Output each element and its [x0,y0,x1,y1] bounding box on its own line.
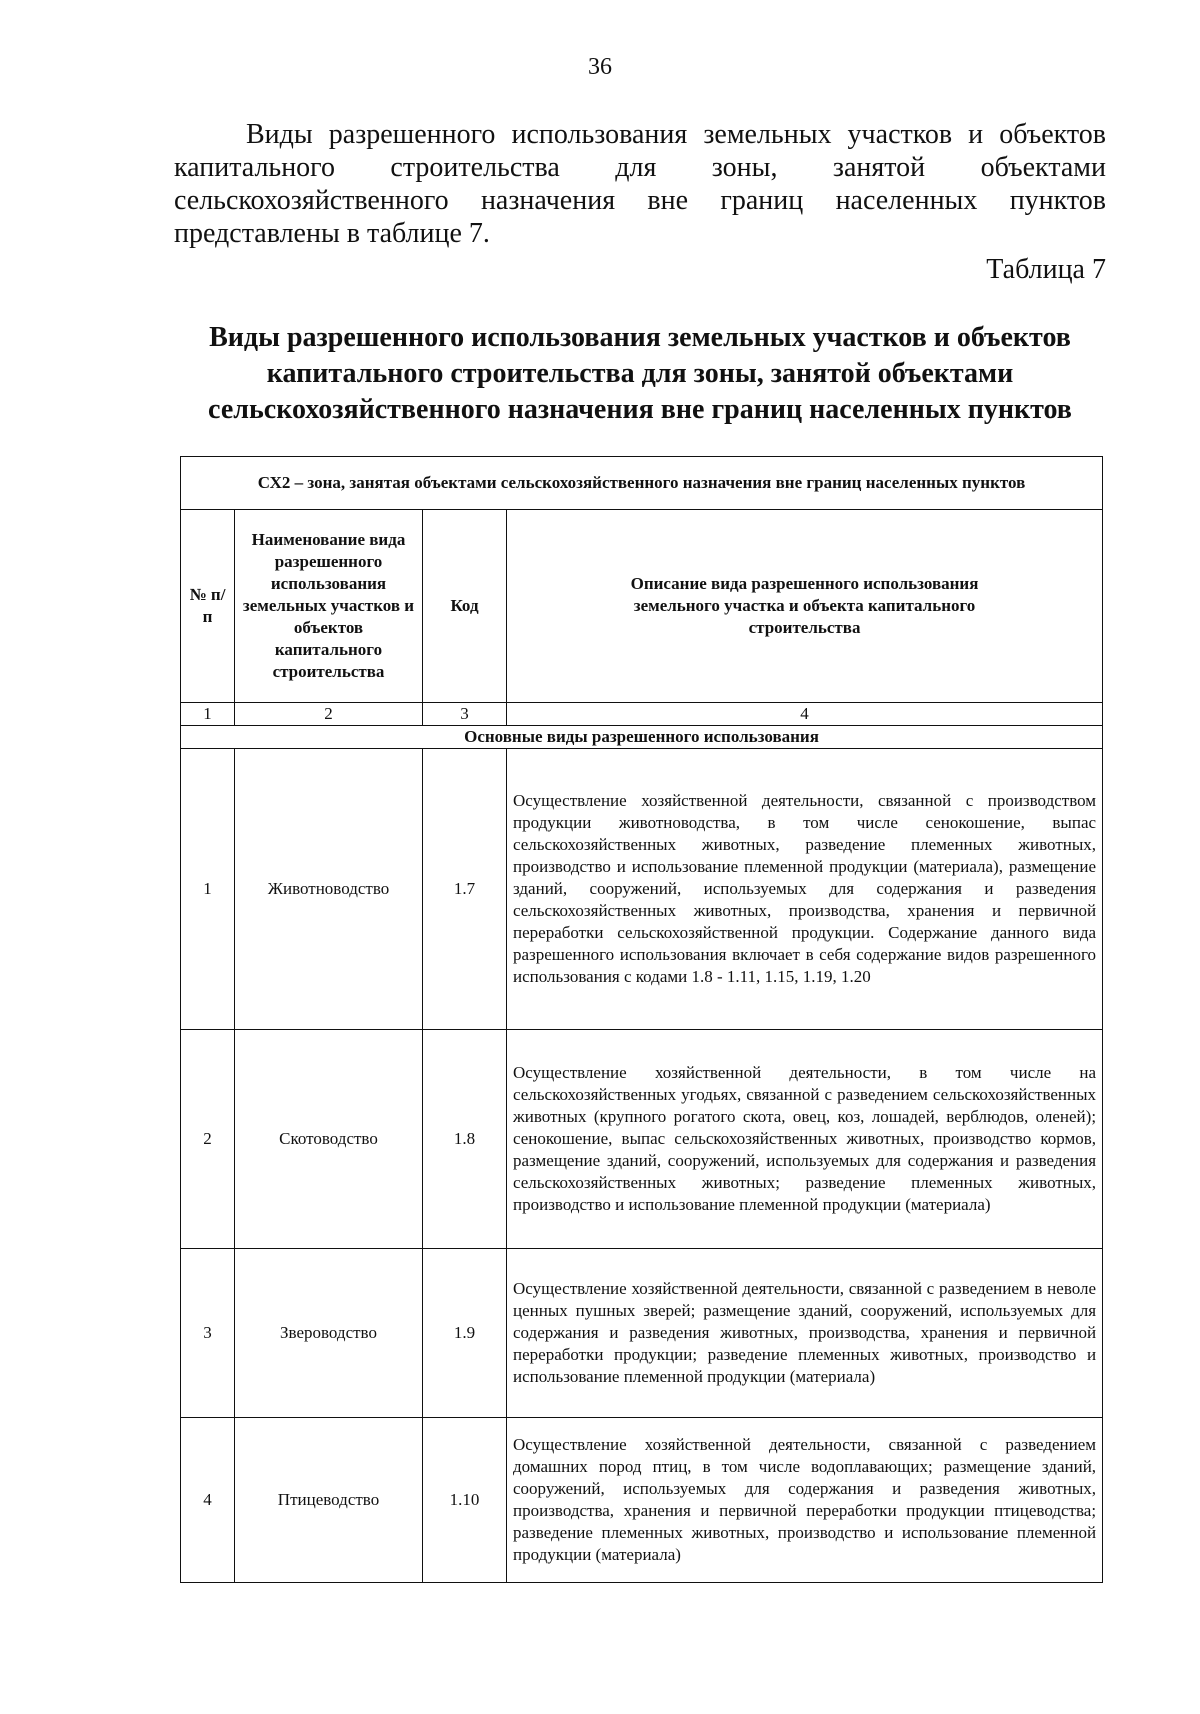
section-title: Основные виды разрешенного использования [181,726,1103,749]
table-title: Виды разрешенного использования земельных участков и объектов капитального строительства для зоны, занятой объектами сельскохозяйственного назначения вне границ населенных пунктов [208,322,1072,425]
row-number: 4 [181,1418,235,1583]
intro-paragraph: Виды разрешенного использования земельных участков и объектов капитального строительства для зоны, занятой объектами сельскохозяйственного назначения вне границ населенных пунктов представлены в таблице 7. [174,119,1106,249]
column-header-code: Код [423,510,507,703]
table-label: Таблица 7 [986,254,1106,285]
table-row [181,749,1103,1030]
column-header-description: Описание вида разрешенного использования земельного участка и объекта капитального строительства [507,510,1103,703]
column-number: 2 [235,703,423,726]
column-number-row [181,703,1103,726]
column-number: 4 [507,703,1103,726]
page-number: 36 [588,54,612,80]
row-description: Осуществление хозяйственной деятельности, связанной с разведением в неволе ценных пушных зверей; размещение зданий, сооружений, используемых для содержания и разведения животных, производства, хранения и первичной переработки продукции; разведение племенных животных, производство и использование племенной продукции (материала) [507,1249,1103,1418]
column-number: 3 [423,703,507,726]
column-header-name: Наименование вида разрешенного использования земельных участков и объектов капитального строительства [235,510,423,703]
row-name: Скотоводство [235,1030,423,1249]
section-row [181,726,1103,749]
row-description: Осуществление хозяйственной деятельности, связанной с производством продукции животноводства, в том числе сенокошение, выпас сельскохозяйственных животных, разведение племенных животных, производство и использование племенной продукции (материала), размещение зданий, сооружений, используемых для содержания и разведения сельскохозяйственных животных, производства, хранения и первичной переработки сельскохозяйственной продукции. Содержание данного вида разрешенного использования включает в себя содержание видов разрешенного использования с кодами 1.8 - 1.11, 1.15, 1.19, 1.20 [507,749,1103,1030]
zone-header-row [181,457,1103,510]
row-name: Животноводство [235,749,423,1030]
table-row [181,1418,1103,1583]
column-header-num: № п/п [181,510,235,703]
row-name: Звероводство [235,1249,423,1418]
land-use-table [180,456,1103,1583]
row-code: 1.7 [423,749,507,1030]
row-description: Осуществление хозяйственной деятельности, в том числе на сельскохозяйственных угодьях, связанной с разведением сельскохозяйственных животных (крупного рогатого скота, овец, коз, лошадей, верблюдов, оленей); сенокошение, выпас сельскохозяйственных животных, производство кормов, размещение зданий, сооружений, используемых для содержания и разведения сельскохозяйственных животных; разведение племенных животных, производство и использование племенной продукции (материала) [507,1030,1103,1249]
column-header-row [181,510,1103,703]
row-code: 1.10 [423,1418,507,1583]
zone-header: СХ2 – зона, занятая объектами сельскохозяйственного назначения вне границ населенных пунктов [181,457,1103,510]
row-number: 3 [181,1249,235,1418]
column-number: 1 [181,703,235,726]
row-name: Птицеводство [235,1418,423,1583]
table-row [181,1030,1103,1249]
row-number: 1 [181,749,235,1030]
row-number: 2 [181,1030,235,1249]
row-code: 1.9 [423,1249,507,1418]
row-description: Осуществление хозяйственной деятельности, связанной с разведением домашних пород птиц, в том числе водоплавающих; размещение зданий, сооружений, используемых для содержания и разведения животных, производства, хранения и первичной переработки продукции птицеводства; разведение племенных животных, производство и использование племенной продукции (материала) [507,1418,1103,1583]
row-code: 1.8 [423,1030,507,1249]
table-row [181,1249,1103,1418]
